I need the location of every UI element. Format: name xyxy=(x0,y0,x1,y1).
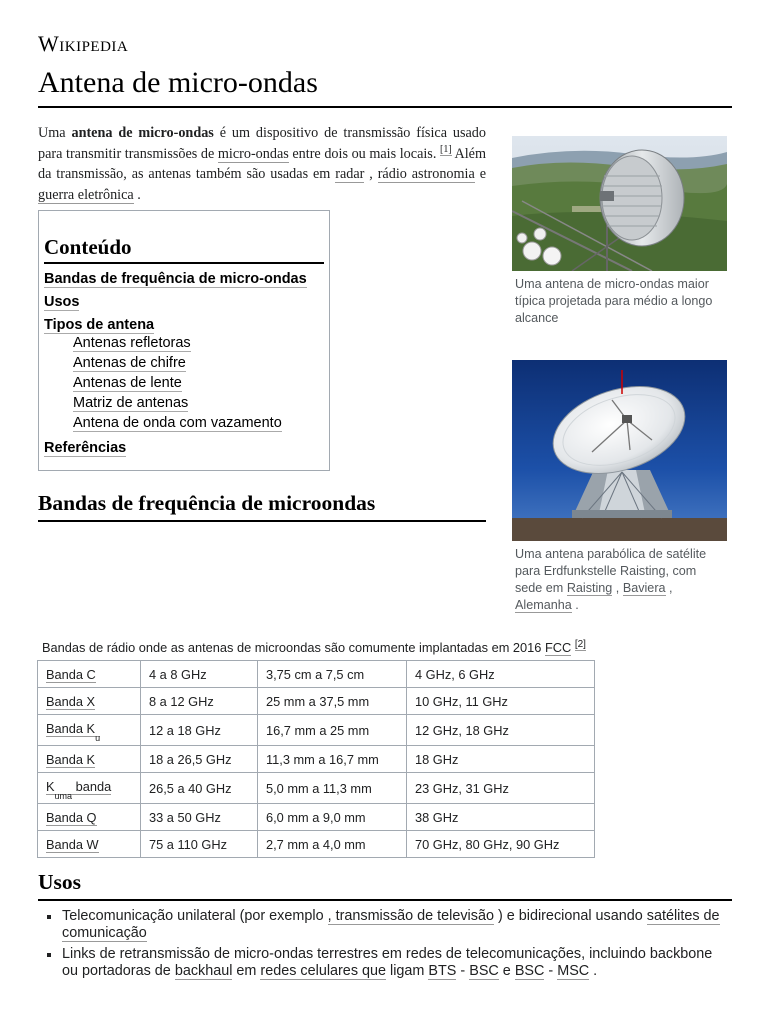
toc-item-vazamento[interactable]: Antena de onda com vazamento xyxy=(73,415,282,431)
link-transmissao-televisao[interactable]: , transmissão de televisão xyxy=(327,908,494,924)
table-cell: 5,0 mm a 11,3 mm xyxy=(258,773,407,804)
link-bsc[interactable]: BSC xyxy=(514,963,545,979)
link-alemanha[interactable]: Alemanha xyxy=(515,598,572,612)
intro-paragraph xyxy=(38,123,486,205)
wikipedia-wordmark[interactable]: Wikipedia xyxy=(38,31,129,56)
reference-2[interactable]: [2] xyxy=(574,638,586,650)
section-heading-bandas: Bandas de frequência de microondas xyxy=(38,491,486,522)
link-guerra-eletronica[interactable]: guerra eletrônica xyxy=(38,186,134,203)
toc-item-tipos[interactable]: Tipos de antena xyxy=(44,317,155,333)
toc-title: Conteúdo xyxy=(44,235,324,264)
table-cell: 25 mm a 37,5 mm xyxy=(258,688,407,715)
link-baviera[interactable]: Baviera xyxy=(622,581,666,595)
table-cell: 4 a 8 GHz xyxy=(141,661,258,688)
table-cell: 6,0 mm a 9,0 mm xyxy=(258,804,407,831)
link-satelites-comunicacao[interactable]: satélites de comunicação xyxy=(62,908,720,941)
microwave-antenna-image[interactable] xyxy=(512,136,727,271)
uses-list xyxy=(62,908,732,984)
intro-text: entre dois ou mais locais. xyxy=(288,145,440,162)
table-cell: 16,7 mm a 25 mm xyxy=(258,715,407,746)
table-row xyxy=(38,688,595,715)
table-cell: 38 GHz xyxy=(407,804,595,831)
table-cell: 23 GHz, 31 GHz xyxy=(407,773,595,804)
table-row xyxy=(38,746,595,773)
link-radio-astronomia[interactable]: rádio astronomia xyxy=(377,166,475,182)
table-cell: 75 a 110 GHz xyxy=(141,831,258,858)
toc-item-lente[interactable]: Antenas de lente xyxy=(73,375,182,391)
table-cell: 3,75 cm a 7,5 cm xyxy=(258,661,407,688)
list-item: Links de retransmissão de micro-ondas terrestres em redes de telecomunicações, incluindo backbone ou portadoras de backhaul em redes celulares que ligam BTS - BSC e BSC - MSC . xyxy=(62,946,732,980)
link-radar[interactable]: radar xyxy=(335,166,365,182)
link-band-x[interactable]: Banda X xyxy=(46,693,96,709)
toc-item-referencias[interactable]: Referências xyxy=(44,440,127,456)
link-msc[interactable]: MSC xyxy=(557,963,590,979)
table-cell: 8 a 12 GHz xyxy=(141,688,258,715)
intro-term: antena de micro-ondas xyxy=(71,125,214,141)
table-row xyxy=(38,661,595,688)
table-cell: 4 GHz, 6 GHz xyxy=(407,661,595,688)
table-cell: 26,5 a 40 GHz xyxy=(141,773,258,804)
table-cell: 10 GHz, 11 GHz xyxy=(407,688,595,715)
link-bsc[interactable]: BSC xyxy=(469,963,499,979)
intro-text: , xyxy=(364,166,378,182)
table-of-contents xyxy=(38,210,330,471)
link-bts[interactable]: BTS xyxy=(428,963,457,979)
intro-text: e xyxy=(474,166,486,182)
table-row xyxy=(38,831,595,858)
table-cell: 12 GHz, 18 GHz xyxy=(407,715,595,746)
link-redes-celulares[interactable]: redes celulares que xyxy=(260,963,387,979)
link-band-w[interactable]: Banda W xyxy=(46,836,99,852)
toc-item-chifre[interactable]: Antenas de chifre xyxy=(73,355,186,371)
intro-text: Além da transmissão, as antenas também são usadas em xyxy=(38,145,486,182)
table-cell: 18 GHz xyxy=(407,746,595,773)
link-band-ku[interactable]: Banda $K_u$ xyxy=(46,721,101,743)
link-fcc[interactable]: FCC xyxy=(544,640,572,655)
toc-item-matriz[interactable]: Matriz de antenas xyxy=(73,395,189,411)
table-row xyxy=(38,715,595,746)
link-band-c[interactable]: Banda C xyxy=(46,666,96,682)
reference-1[interactable]: [1] xyxy=(439,143,452,155)
figure-satellite-dish xyxy=(512,360,727,614)
link-band-k[interactable]: Banda K xyxy=(46,751,96,767)
toc-item-usos[interactable]: Usos xyxy=(44,294,80,310)
toc-item-refletoras[interactable]: Antenas refletoras xyxy=(73,335,191,351)
page-title: Antena de micro-ondas xyxy=(38,66,732,108)
section-heading-usos: Usos xyxy=(38,870,732,901)
figure-microwave-antenna xyxy=(512,136,727,327)
figure-caption: Uma antena parabólica de satélite para Erdfunkstelle Raisting, com sede em Raisting , Baviera , Alemanha . xyxy=(515,547,707,612)
satellite-dish-image[interactable] xyxy=(512,360,727,541)
table-cell: 33 a 50 GHz xyxy=(141,804,258,831)
table-cell: 12 a 18 GHz xyxy=(141,715,258,746)
intro-text: é um dispositivo de transmissão física usado para transmitir transmissões de xyxy=(38,125,486,162)
intro-text: . xyxy=(133,186,141,203)
link-micro-ondas[interactable]: micro-ondas xyxy=(217,145,289,162)
table-cell: 18 a 26,5 GHz xyxy=(141,746,258,773)
table-cell: 70 GHz, 80 GHz, 90 GHz xyxy=(407,831,595,858)
link-band-ka[interactable]: $K_{uma}$ banda xyxy=(46,779,112,801)
table-caption: Bandas de rádio onde as antenas de microondas são comumente implantadas em 2016 FCC [2] xyxy=(42,638,586,655)
toc-item-bandas[interactable]: Bandas de frequência de micro-ondas xyxy=(44,271,307,287)
table-cell: 2,7 mm a 4,0 mm xyxy=(258,831,407,858)
intro-text: Uma xyxy=(38,125,72,141)
table-row xyxy=(38,773,595,804)
table-row xyxy=(38,804,595,831)
frequency-bands-table xyxy=(37,660,595,858)
link-raisting[interactable]: Raisting xyxy=(566,581,613,595)
table-cell: 11,3 mm a 16,7 mm xyxy=(258,746,407,773)
link-band-q[interactable]: Banda Q xyxy=(46,809,97,825)
list-item: Telecomunicação unilateral (por exemplo , transmissão de televisão ) e bidirecional usando satélites de comunicação xyxy=(62,908,732,942)
figure-caption: Uma antena de micro-ondas maior típica projetada para médio a longo alcance xyxy=(515,277,713,325)
link-backhaul[interactable]: backhaul xyxy=(174,963,233,979)
